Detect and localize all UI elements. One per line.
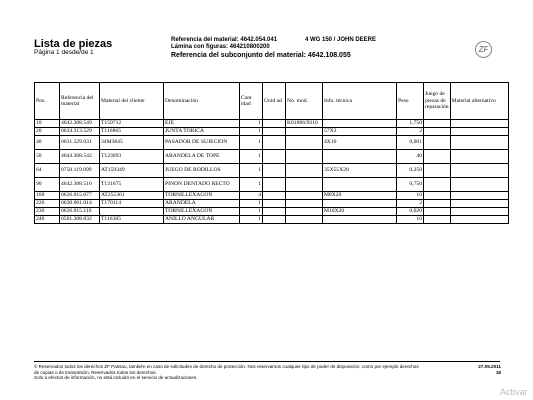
table-cell: M10X20: [323, 208, 397, 216]
table-cell: [450, 192, 508, 200]
table-cell: [286, 200, 323, 208]
table-cell: 34M3845: [100, 136, 164, 150]
table-cell: T116385: [100, 216, 164, 224]
table-cell: [286, 136, 323, 150]
table-cell: 0636.015.110: [60, 208, 100, 216]
table-cell: [450, 200, 508, 208]
table-cell: [323, 150, 397, 164]
table-cell: [263, 128, 286, 136]
table-cell: 2: [397, 128, 424, 136]
table-cell: [450, 128, 508, 136]
table-cell: [286, 178, 323, 192]
table-cell: 4X10: [323, 136, 397, 150]
table-cell: 40: [397, 150, 424, 164]
table-cell: T159712: [100, 120, 164, 128]
footer-copyright: © Reservados todos los derechos ZF Passau, también en caso de solicitudes de derecho de protección. Nos reservamos cualquier tipo de poder de disposición, como por ejemplo derechos: [34, 364, 419, 369]
table-cell: [286, 164, 323, 178]
table-cell: [424, 150, 451, 164]
activation-watermark: Activar: [500, 387, 528, 397]
parts-table: [34, 82, 509, 224]
table-cell: [263, 120, 286, 128]
table-row: [35, 200, 509, 208]
table-cell: PINON DENTADO RECTO: [164, 178, 240, 192]
table-cell: 0634.313.529: [60, 128, 100, 136]
table-row: [35, 136, 509, 150]
page-info: Página 1 desde/de 1: [34, 49, 94, 56]
table-cell: 0630.001.014: [60, 200, 100, 208]
footer-meta: [469, 364, 501, 375]
table-cell: 64: [35, 164, 60, 178]
column-header: Juego de piezas de reparación: [424, 83, 451, 120]
table-cell: [450, 120, 508, 128]
model-label: 4 WG 150 / JOHN DEERE: [305, 37, 377, 43]
table-cell: JUEGO DE RODILLOS: [164, 164, 240, 178]
column-header: Cant idad: [240, 83, 263, 120]
table-cell: [263, 200, 286, 208]
table-cell: TORNILLEXAGON: [164, 208, 240, 216]
table-cell: [424, 128, 451, 136]
table-cell: [450, 164, 508, 178]
table-cell: [424, 192, 451, 200]
table-cell: TORNILLEXAGON: [164, 192, 240, 200]
table-cell: 0750.119.099: [60, 164, 100, 178]
table-cell: JUNTA TORICA: [164, 128, 240, 136]
table-cell: 1: [240, 128, 263, 136]
table-row: [35, 216, 509, 224]
table-cell: 90: [35, 178, 60, 192]
table-cell: 0,001: [397, 136, 424, 150]
table-cell: [286, 216, 323, 224]
table-cell: [263, 208, 286, 216]
table-cell: [424, 164, 451, 178]
table-cell: 1: [240, 120, 263, 128]
table-cell: 1: [240, 216, 263, 224]
table-cell: 0631.329.031: [60, 136, 100, 150]
table-cell: 1: [240, 164, 263, 178]
table-cell: [450, 178, 508, 192]
table-row: [35, 150, 509, 164]
table-row: [35, 208, 509, 216]
table-cell: [424, 216, 451, 224]
table-cell: [323, 200, 397, 208]
table-cell: ANILLO ANGULAR: [164, 216, 240, 224]
table-row: [35, 120, 509, 128]
table-cell: 220: [35, 200, 60, 208]
column-header: Info. técnica: [323, 83, 397, 120]
table-cell: 4644.308.542: [60, 150, 100, 164]
table-cell: M8X20: [323, 192, 397, 200]
table-cell: 50: [35, 150, 60, 164]
table-row: [35, 128, 509, 136]
footer: [34, 364, 504, 381]
table-cell: 57X3: [323, 128, 397, 136]
table-row: [35, 178, 509, 192]
column-header: No. mod.: [286, 83, 323, 120]
table-cell: [450, 208, 508, 216]
footer-rights: de copias o de transmisión. Reservados todos los derechos.: [34, 369, 157, 375]
table-cell: 4642.308.516: [60, 178, 100, 192]
table-cell: 0,020: [397, 208, 424, 216]
table-cell: AT255301: [100, 192, 164, 200]
table-cell: [263, 136, 286, 150]
table-cell: 0,250: [397, 164, 424, 178]
table-cell: [263, 192, 286, 200]
material-reference: Referencia del material: 4642.054.041: [171, 37, 278, 43]
table-cell: 0,750: [397, 178, 424, 192]
table-cell: 1: [240, 208, 263, 216]
column-header: Peso: [397, 83, 424, 120]
table-cell: 2: [397, 200, 424, 208]
table-cell: 1: [240, 150, 263, 164]
table-cell: 10: [35, 120, 60, 128]
zf-logo: ZF: [475, 41, 492, 58]
table-cell: [263, 150, 286, 164]
table-cell: 1: [240, 178, 263, 192]
column-header: Material del cliente: [100, 83, 164, 120]
table-cell: [424, 120, 451, 128]
table-cell: [263, 178, 286, 192]
table-cell: [100, 208, 164, 216]
table-cell: 230: [35, 208, 60, 216]
column-header: Unid ad: [263, 83, 286, 120]
table-cell: ARANDELA: [164, 200, 240, 208]
column-header: Material alternativo: [450, 83, 508, 120]
table-cell: [450, 136, 508, 150]
table-cell: T123093: [100, 150, 164, 164]
table-cell: [263, 164, 286, 178]
table-cell: 40: [35, 136, 60, 150]
table-cell: 1: [240, 200, 263, 208]
table-cell: AT159349: [100, 164, 164, 178]
table-cell: [424, 178, 451, 192]
table-cell: ARANDELA DE TOPE: [164, 150, 240, 164]
footer-notice: Solo a efectos de información, no está incluido en el servicio de actualizaciones.: [34, 375, 198, 381]
table-header-row: [35, 83, 509, 120]
column-header: Referencia del material: [60, 83, 100, 120]
footer-date: 27.05.2011: [478, 364, 501, 369]
table-cell: [450, 150, 508, 164]
subassembly-reference: Referencia del subconjunto del material: 4642.108.055: [171, 51, 351, 59]
figure-sheet: Lámina con figuras: 464210800200: [171, 44, 270, 51]
table-cell: 20: [35, 128, 60, 136]
table-row: [35, 192, 509, 200]
table-cell: [286, 128, 323, 136]
table-cell: 4642.308.549: [60, 120, 100, 128]
table-cell: 10: [397, 216, 424, 224]
table-cell: EJE: [164, 120, 240, 128]
table-cell: T131675: [100, 178, 164, 192]
table-row: [35, 164, 509, 178]
table-cell: [286, 208, 323, 216]
table-cell: [424, 200, 451, 208]
table-cell: 1: [240, 136, 263, 150]
table-cell: 100: [35, 192, 60, 200]
reference-block: [171, 37, 377, 59]
table-cell: 35X55X28: [323, 164, 397, 178]
table-cell: [286, 150, 323, 164]
table-cell: [263, 216, 286, 224]
table-cell: 0501.308.832: [60, 216, 100, 224]
table-cell: K01086/9310: [286, 120, 323, 128]
footer-number: 18: [495, 369, 501, 375]
table-cell: 240: [35, 216, 60, 224]
table-cell: [424, 208, 451, 216]
column-header: Pos.: [35, 83, 60, 120]
table-cell: [286, 192, 323, 200]
table-cell: T170114: [100, 200, 164, 208]
table-cell: PASADOR DE SUJECION: [164, 136, 240, 150]
table-cell: [323, 216, 397, 224]
table-cell: T116865: [100, 128, 164, 136]
table-cell: 1,750: [397, 120, 424, 128]
page-title: Lista de piezas: [34, 38, 113, 50]
table-cell: 4: [240, 192, 263, 200]
footer-divider: [34, 361, 500, 362]
table-cell: [323, 120, 397, 128]
table-cell: [450, 216, 508, 224]
table-cell: 0636.015.077: [60, 192, 100, 200]
table-cell: [424, 136, 451, 150]
table-cell: [323, 178, 397, 192]
column-header: Denominación: [164, 83, 240, 120]
table-cell: 10: [397, 192, 424, 200]
